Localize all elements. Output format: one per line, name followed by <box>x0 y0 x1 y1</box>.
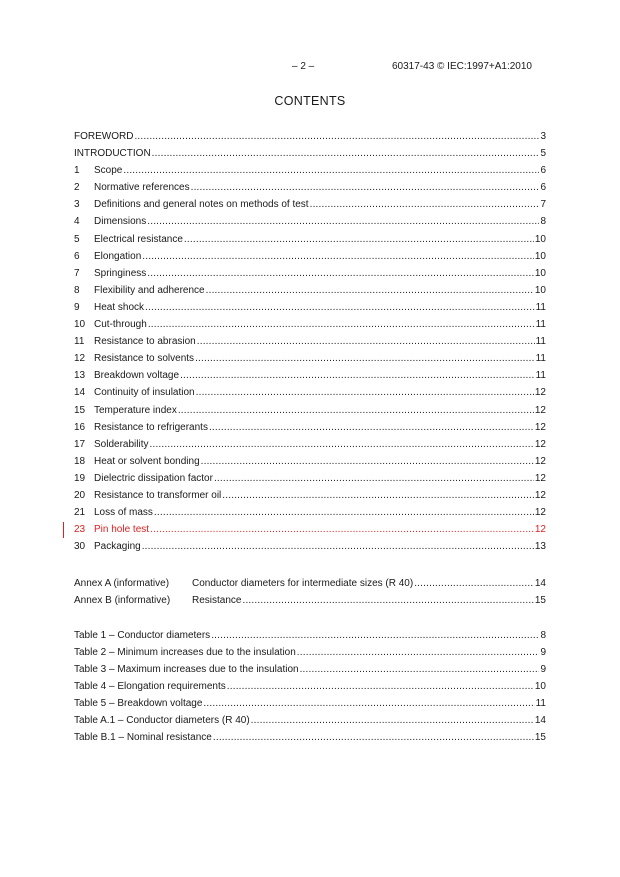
entry-label: Resistance <box>192 595 242 607</box>
entry-label: Dimensions <box>94 216 147 228</box>
entry-page: 6 <box>540 165 546 177</box>
clause-number: 9 <box>74 301 80 313</box>
toc-entry[interactable] <box>74 128 546 145</box>
entry-page: 10 <box>534 250 546 262</box>
dot-leader <box>148 316 535 333</box>
page-number: – 2 – <box>292 61 315 72</box>
dot-leader <box>134 128 539 145</box>
clause-number: 19 <box>74 472 86 484</box>
clause-number: 16 <box>74 421 86 433</box>
entry-page: 11 <box>535 319 546 331</box>
entry-page: 12 <box>534 489 546 501</box>
annex-entry[interactable] <box>74 575 546 592</box>
dot-leader <box>197 333 535 350</box>
entry-page: 11 <box>535 370 546 382</box>
clause-number: 18 <box>74 455 86 467</box>
entry-label: Conductor diameters for intermediate sizes (R 40) <box>192 578 414 590</box>
entry-page: 11 <box>535 697 546 709</box>
dot-leader <box>154 504 534 521</box>
clause-number: 15 <box>74 404 86 416</box>
entry-page: 12 <box>534 507 546 519</box>
table-entry[interactable] <box>74 678 546 695</box>
entry-label: Temperature index <box>94 404 177 416</box>
toc-entry[interactable] <box>74 453 546 470</box>
dot-leader <box>213 729 534 746</box>
entry-label: Definitions and general notes on methods of test <box>94 199 309 211</box>
clause-number: 5 <box>74 233 80 245</box>
entry-page: 9 <box>540 646 546 658</box>
clause-number: 4 <box>74 216 80 228</box>
entry-page: 14 <box>534 715 546 726</box>
entry-label: Continuity of insulation <box>94 387 195 399</box>
table-list <box>74 627 546 747</box>
entry-page: 5 <box>540 148 546 160</box>
dot-leader <box>123 162 539 179</box>
toc-entry[interactable] <box>74 299 546 316</box>
clause-number: 20 <box>74 489 86 501</box>
entry-label: Pin hole test <box>94 524 150 536</box>
dot-leader <box>178 402 534 419</box>
dot-leader <box>414 575 534 592</box>
entry-page: 12 <box>534 472 546 484</box>
entry-label: Table A.1 – Conductor diameters (R 40) <box>74 715 250 726</box>
entry-page: 11 <box>535 301 546 313</box>
entry-label: Table 2 – Minimum increases due to the insulation <box>74 646 296 658</box>
entry-label: Resistance to refrigerants <box>94 421 208 433</box>
dot-leader <box>222 487 534 504</box>
dot-leader <box>150 521 534 538</box>
table-entry[interactable] <box>74 644 546 661</box>
clause-number: 14 <box>74 387 86 399</box>
toc-entry[interactable] <box>74 248 546 265</box>
entry-page: 12 <box>534 404 546 416</box>
toc-entry[interactable] <box>74 333 546 350</box>
toc-entry[interactable] <box>74 316 546 333</box>
dot-leader <box>297 644 540 661</box>
table-entry[interactable] <box>74 627 546 644</box>
toc-entry[interactable] <box>74 162 546 179</box>
toc-entry[interactable] <box>74 179 546 196</box>
toc-entry[interactable] <box>74 538 546 555</box>
dot-leader <box>211 627 539 644</box>
toc-entry[interactable] <box>74 350 546 367</box>
clause-number: 21 <box>74 507 86 519</box>
dot-leader <box>184 231 534 248</box>
entry-page: 10 <box>534 233 546 245</box>
clause-number: 7 <box>74 267 80 279</box>
toc-entry[interactable] <box>74 402 546 419</box>
entry-page: 8 <box>540 629 546 641</box>
dot-leader <box>195 350 535 367</box>
toc-entry[interactable] <box>74 470 546 487</box>
entry-page: 12 <box>534 455 546 467</box>
clause-number: 30 <box>74 541 86 553</box>
entry-label: Table B.1 – Nominal resistance <box>74 732 212 744</box>
clause-number: 6 <box>74 250 80 262</box>
entry-page: 13 <box>534 541 546 553</box>
dot-leader <box>147 213 539 230</box>
dot-leader <box>149 436 533 453</box>
annex-entry[interactable] <box>74 592 546 609</box>
clause-number: 10 <box>74 319 86 331</box>
dot-leader <box>201 453 534 470</box>
clause-number: 3 <box>74 199 80 211</box>
toc-entry[interactable] <box>74 145 546 162</box>
toc-entry[interactable] <box>74 231 546 248</box>
clause-number: 1 <box>74 165 80 177</box>
entry-label: Breakdown voltage <box>94 370 180 382</box>
annex-designation: Annex A (informative) <box>74 578 170 590</box>
entry-label: Solderability <box>94 438 149 450</box>
entry-page: 10 <box>534 267 546 279</box>
toc-entry[interactable] <box>74 384 546 401</box>
table-of-contents <box>74 128 546 746</box>
entry-label: Resistance to transformer oil <box>94 489 222 501</box>
table-entry[interactable] <box>74 712 546 729</box>
entry-page: 9 <box>540 663 546 675</box>
dot-leader <box>145 299 535 316</box>
dot-leader <box>206 282 534 299</box>
toc-entry[interactable] <box>74 367 546 384</box>
toc-entry[interactable] <box>74 282 546 299</box>
dot-leader <box>214 470 534 487</box>
entry-label: Flexibility and adherence <box>94 284 205 296</box>
table-entry[interactable] <box>74 661 546 678</box>
entry-label: Heat shock <box>94 301 145 313</box>
entry-page: 11 <box>535 336 546 348</box>
clause-number: 2 <box>74 182 80 194</box>
entry-label: Resistance to solvents <box>94 353 195 365</box>
toc-entry[interactable] <box>74 196 546 213</box>
entry-label: Scope <box>94 165 123 177</box>
entry-label: Normative references <box>94 182 190 194</box>
entry-page: 12 <box>534 524 546 536</box>
entry-label: Springiness <box>94 267 147 279</box>
entry-page: 15 <box>534 732 546 744</box>
toc-entry[interactable] <box>74 213 546 230</box>
table-entry[interactable] <box>74 695 546 712</box>
entry-label: Elongation <box>94 250 142 262</box>
dot-leader <box>147 265 534 282</box>
entry-label: Dielectric dissipation factor <box>94 472 213 484</box>
entry-label: FOREWORD <box>74 131 134 142</box>
page-title: CONTENTS <box>274 94 346 108</box>
entry-label: INTRODUCTION <box>74 148 151 160</box>
dot-leader <box>209 419 534 436</box>
change-bar <box>63 522 64 538</box>
clause-number: 8 <box>74 284 80 296</box>
clause-list <box>74 128 546 555</box>
dot-leader <box>300 661 540 678</box>
entry-label: Cut-through <box>94 319 147 331</box>
dot-leader <box>310 196 540 213</box>
table-entry[interactable] <box>74 729 546 746</box>
entry-label: Table 1 – Conductor diameters <box>74 629 211 641</box>
entry-page: 12 <box>534 387 546 399</box>
toc-entry[interactable] <box>74 521 546 538</box>
clause-number: 17 <box>74 438 86 450</box>
toc-entry[interactable] <box>74 436 546 453</box>
dot-leader <box>142 248 534 265</box>
clause-number: 13 <box>74 370 86 382</box>
dot-leader <box>227 678 534 695</box>
toc-entry[interactable] <box>74 504 546 521</box>
entry-label: Table 4 – Elongation requirements <box>74 680 226 692</box>
entry-page: 6 <box>540 182 546 194</box>
entry-page: 10 <box>534 680 546 692</box>
dot-leader <box>203 695 534 712</box>
dot-leader <box>152 145 540 162</box>
toc-entry[interactable] <box>74 419 546 436</box>
entry-label: Table 3 – Maximum increases due to the insulation <box>74 663 299 675</box>
entry-page: 8 <box>540 216 546 228</box>
dot-leader <box>242 592 533 609</box>
dot-leader <box>196 384 534 401</box>
entry-page: 11 <box>535 353 546 365</box>
clause-number: 11 <box>74 336 85 348</box>
dot-leader <box>180 367 535 384</box>
annex-designation: Annex B (informative) <box>74 595 171 607</box>
entry-page: 12 <box>534 438 546 450</box>
clause-number: 23 <box>74 524 86 536</box>
toc-entry[interactable] <box>74 265 546 282</box>
entry-page: 3 <box>540 131 546 142</box>
entry-label: Electrical resistance <box>94 233 183 245</box>
entry-label: Resistance to abrasion <box>94 336 196 348</box>
entry-page: 10 <box>534 284 546 296</box>
entry-label: Packaging <box>94 541 141 553</box>
entry-page: 12 <box>534 421 546 433</box>
entry-page: 15 <box>534 595 546 607</box>
entry-page: 7 <box>540 199 546 211</box>
entry-label: Loss of mass <box>94 507 153 519</box>
dot-leader <box>191 179 540 196</box>
toc-entry[interactable] <box>74 487 546 504</box>
document-reference: 60317-43 © IEC:1997+A1:2010 <box>392 61 532 72</box>
dot-leader <box>142 538 534 555</box>
entry-label: Heat or solvent bonding <box>94 455 200 467</box>
annex-list <box>74 575 546 609</box>
clause-number: 12 <box>74 353 86 365</box>
entry-page: 14 <box>534 578 546 590</box>
dot-leader <box>251 712 534 729</box>
entry-label: Table 5 – Breakdown voltage <box>74 697 203 709</box>
